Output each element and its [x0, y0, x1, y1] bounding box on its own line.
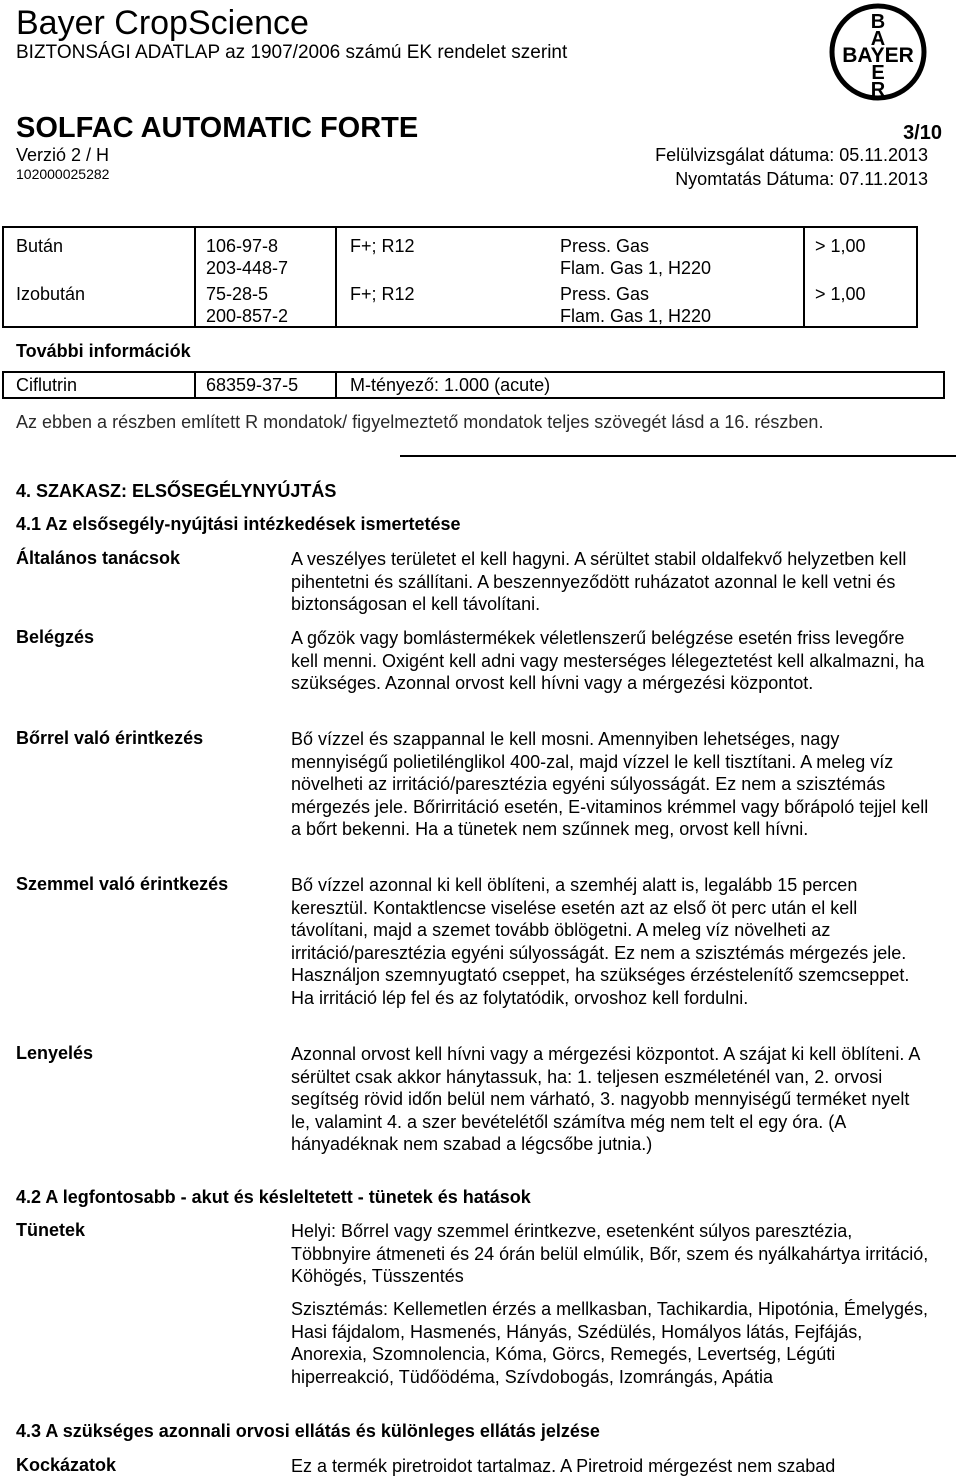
version: Verzió 2 / H	[16, 145, 110, 165]
risks-label: Kockázatok	[16, 1455, 117, 1475]
component-clp-hazard: Flam. Gas 1, H220	[560, 258, 712, 278]
logo-word: BAYER	[842, 44, 914, 67]
component-ec: 200-857-2	[206, 306, 289, 326]
first-aid-label: Szemmel való érintkezés	[16, 874, 229, 894]
section-title: 4. SZAKASZ: ELSŐSEGÉLYNYÚJTÁS	[16, 481, 337, 501]
component-ec: 203-448-7	[206, 258, 289, 278]
first-aid-label: Belégzés	[16, 627, 95, 647]
further-info-mfactor: M-tényező: 1.000 (acute)	[350, 375, 551, 395]
subsection-4-1: 4.1 Az elsősegély-nyújtási intézkedések ismertetése	[16, 514, 461, 534]
logo-letter-e: E	[871, 62, 885, 84]
logo-letter-r: R	[870, 79, 886, 101]
symptoms-label: Tünetek	[16, 1220, 86, 1240]
symptoms-systemic-text: Szisztémás: Kellemetlen érzés a mellkasban, Tachikardia, Hipotónia, Émelygés, Hasi fájdalom, Hasmenés, Hányás, Szédülés, Homályos látás, Fejfájás, Anorexia, Szomnolencia, Kóma, Görcs, Remegés, Levertség, Légúti hiperreakció, Tüdőödéma, Szívdobogás, Izomrángás, Apátia	[291, 1299, 928, 1387]
product-name: SOLFAC AUTOMATIC FORTE	[16, 112, 419, 144]
component-cas: 106-97-8	[206, 236, 279, 256]
r-phrases-note: Az ebben a részben említett R mondatok/ figyelmeztető mondatok teljes szövegét lásd a 16. részben.	[16, 412, 824, 432]
logo-letter-b-top: B	[870, 11, 886, 33]
component-cas: 75-28-5	[206, 284, 269, 304]
component-concentration: > 1,00	[815, 284, 866, 304]
section-divider	[400, 455, 956, 457]
print-date: Nyomtatás Dátuma: 07.11.2013	[675, 169, 928, 189]
further-info-name: Ciflutrin	[16, 375, 78, 395]
bayer-cross-logo	[828, 2, 928, 102]
first-aid-text: Azonnal orvost kell hívni vagy a mérgezési központot. A szájat ki kell öblíteni. A sérültet csak akkor hánytassuk, ha: 1. teljesen eszméleténél van, 2. orvosi segítség rövid időn belül nem várható, 3. nagyobb mennyiségű terméket nyelt le, valamint 4. a szer bevételétől számítva még nem telt el egy óra. (A hányadéknak nem szabad a légcsőbe jutnia.)	[291, 1044, 920, 1155]
document-title: BIZTONSÁGI ADATLAP az 1907/2006 számú EK rendelet szerint	[16, 42, 568, 63]
subsection-4-3: 4.3 A szükséges azonnali orvosi ellátás és különleges ellátás jelzése	[16, 1421, 600, 1441]
first-aid-label: Bőrrel való érintkezés	[16, 728, 204, 748]
first-aid-label: Általános tanácsok	[16, 548, 181, 568]
component-name: Izobután	[16, 284, 86, 304]
subsection-4-2: 4.2 A legfontosabb - akut és késleltetett - tünetek és hatások	[16, 1187, 531, 1207]
company-name: Bayer CropScience	[16, 4, 309, 42]
first-aid-text: A veszélyes területet el kell hagyni. A sérültet stabil oldalfekvő helyzetben kell pihentetni és szállítani. A beszennyeződött ruházatot azonnal le kell vetni és biztonságosan el kell távolítani.	[291, 549, 907, 615]
first-aid-text: Bő vízzel és szappannal le kell mosni. Amennyiben lehetséges, nagy mennyiségű polietilénglikol 400-zal, majd vízzel le kell tisztítani. A meleg víz növelheti az irritáció/paresztézia egyéni súlyosságát. Ez nem a szisztémás mérgezés jele. Bőrirritáció esetén, E-vitaminos krémmel vagy bőrápoló tejjel kell a bőrt bekenni. Ha a tünetek nem szűnnek meg, orvost kell hívni.	[291, 729, 929, 840]
first-aid-text: Bő vízzel azonnal ki kell öblíteni, a szemhéj alatt is, legalább 15 percen keresztül. Kontaktlencse viselése esetén azt az első öt perc után el kell távolítani, majd a szemet tovább öblögetni. A meleg víz növelheti az irritáció/paresztézia egyéni súlyosságát. Ez nem a szisztémás mérgezés jele. Használjon szemnyugtató cseppet, ha szükséges érzéstelenítő szemcseppet. Ha irritáció lép fel és az folytatódik, orvoshoz kell fordulni.	[291, 875, 910, 1008]
risks-text: Ez a termék piretroidot tartalmaz. A Piretroid mérgezést nem szabad	[291, 1456, 836, 1476]
further-info-heading: További információk	[16, 341, 191, 361]
first-aid-label: Lenyelés	[16, 1043, 94, 1063]
document-code: 102000025282	[16, 166, 110, 182]
component-r-phrase: F+; R12	[350, 284, 415, 304]
logo-letter-a: A	[870, 28, 886, 50]
component-concentration: > 1,00	[815, 236, 866, 256]
component-clp: Press. Gas	[560, 284, 650, 304]
component-name: Bután	[16, 236, 64, 256]
symptoms-local-text: Helyi: Bőrrel vagy szemmel érintkezve, esetenként súlyos paresztézia, Többnyire átmeneti és 24 órán belül elmúlik, Bőr, szem és nyálkahártya irritáció, Köhögés, Tüsszentés	[291, 1221, 929, 1287]
revision-date: Felülvizsgálat dátuma: 05.11.2013	[655, 145, 928, 165]
component-clp-hazard: Flam. Gas 1, H220	[560, 306, 712, 326]
first-aid-text: A gőzök vagy bomlástermékek véletlenszerű belégzése esetén friss levegőre kell menni. Oxigént kell adni vagy mesterséges lélegeztetést kell alkalmazni, ha szükséges. Azonnal orvost kell hívni vagy a mérgezési központot.	[291, 628, 925, 694]
page-number: 3/10	[903, 122, 942, 144]
further-info-cas: 68359-37-5	[206, 375, 299, 395]
component-r-phrase: F+; R12	[350, 236, 415, 256]
component-clp: Press. Gas	[560, 236, 650, 256]
